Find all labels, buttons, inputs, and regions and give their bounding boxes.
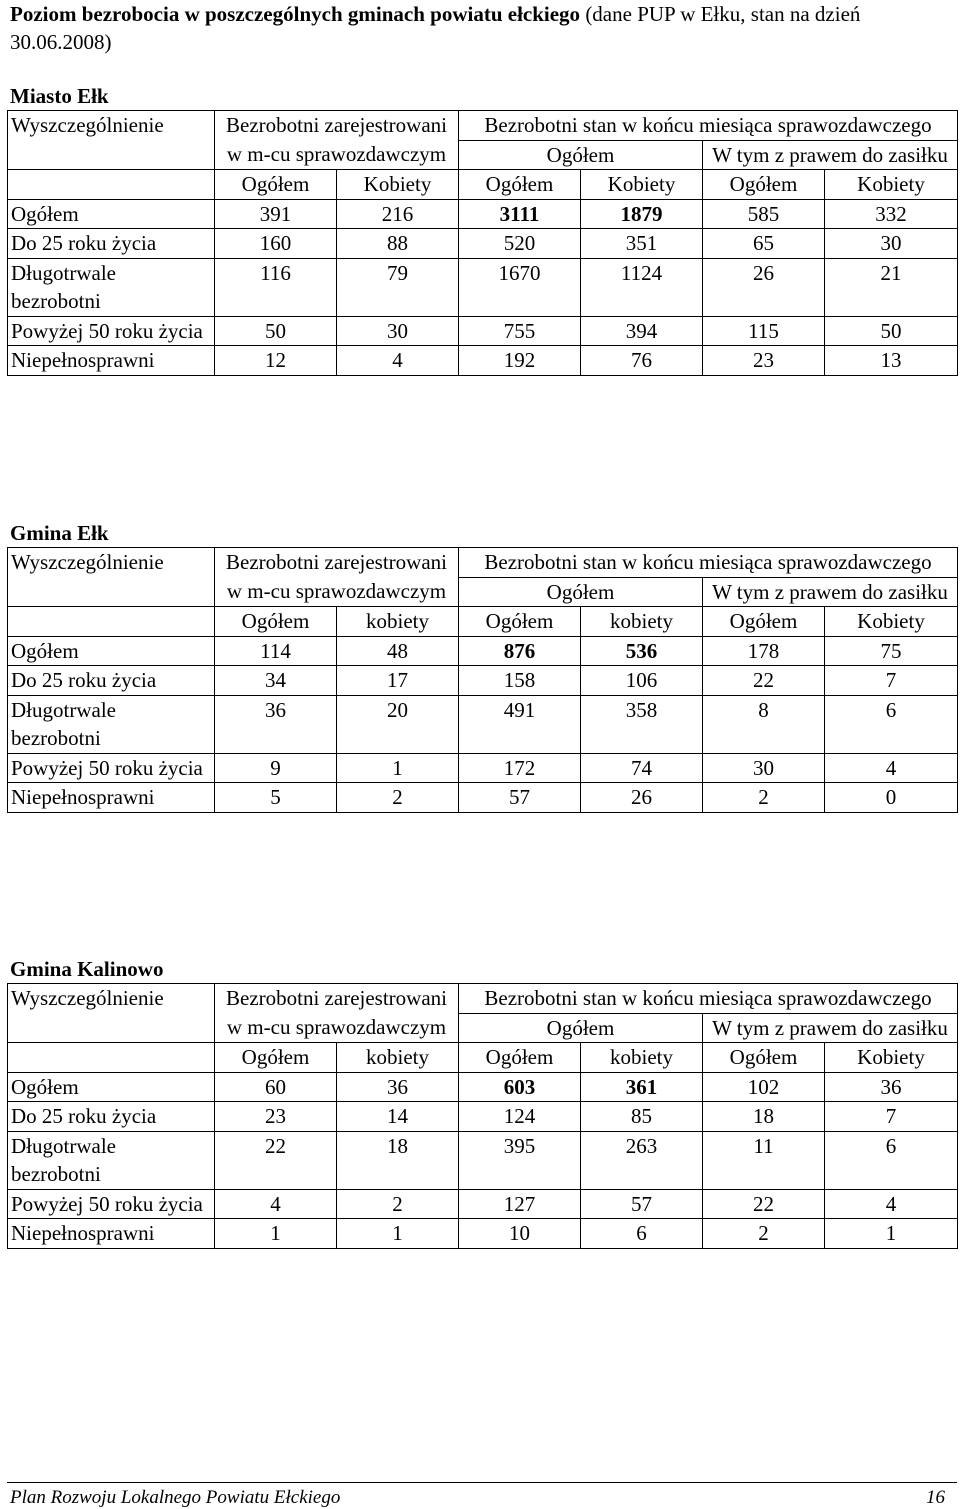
value-cell: 603 <box>459 1072 581 1102</box>
value-cell: 361 <box>581 1072 703 1102</box>
value-cell: 7 <box>825 666 958 696</box>
header-row <box>8 984 958 1014</box>
header-total: Ogółem <box>459 140 703 170</box>
value-cell: 351 <box>581 229 703 259</box>
value-cell: 172 <box>459 753 581 783</box>
value-cell: 263 <box>581 1131 703 1189</box>
value-cell: 18 <box>703 1102 825 1132</box>
footer-divider <box>7 1482 957 1483</box>
row-label: Do 25 roku życia <box>8 229 215 259</box>
value-cell: 7 <box>825 1102 958 1132</box>
subheader-cell: Ogółem <box>703 607 825 637</box>
subheader-cell: Kobiety <box>825 1043 958 1073</box>
value-cell: 115 <box>703 316 825 346</box>
value-cell: 14 <box>337 1102 459 1132</box>
value-cell: 36 <box>825 1072 958 1102</box>
subheader-cell: Kobiety <box>825 607 958 637</box>
subheader-cell: kobiety <box>581 1043 703 1073</box>
header-label: Wyszczególnienie <box>8 111 215 170</box>
value-cell: 536 <box>581 636 703 666</box>
value-cell: 50 <box>215 316 337 346</box>
value-cell: 13 <box>825 346 958 376</box>
value-cell: 34 <box>215 666 337 696</box>
subheader-empty <box>8 170 215 200</box>
value-cell: 36 <box>215 695 337 753</box>
value-cell: 30 <box>337 316 459 346</box>
value-cell: 0 <box>825 783 958 813</box>
value-cell: 75 <box>825 636 958 666</box>
header-total: Ogółem <box>459 577 703 607</box>
value-cell: 74 <box>581 753 703 783</box>
subheader-row <box>8 170 958 200</box>
value-cell: 395 <box>459 1131 581 1189</box>
subheader-cell: Ogółem <box>459 607 581 637</box>
header-label: Wyszczególnienie <box>8 548 215 607</box>
table-row <box>8 1131 958 1189</box>
header-total: Ogółem <box>459 1013 703 1043</box>
header-registered: Bezrobotni zarejestrowani w m-cu sprawozdawczym <box>215 984 459 1043</box>
value-cell: 50 <box>825 316 958 346</box>
subheader-cell: Kobiety <box>825 170 958 200</box>
footer-title: Plan Rozwoju Lokalnego Powiatu Ełckiego <box>10 1487 341 1508</box>
value-cell: 1879 <box>581 199 703 229</box>
value-cell: 127 <box>459 1189 581 1219</box>
row-label: Długotrwale bezrobotni <box>8 695 215 753</box>
subheader-cell: Kobiety <box>581 170 703 200</box>
value-cell: 60 <box>215 1072 337 1102</box>
subheader-empty <box>8 1043 215 1073</box>
row-label: Niepełnosprawni <box>8 1219 215 1249</box>
value-cell: 85 <box>581 1102 703 1132</box>
table-row <box>8 753 958 783</box>
section-title-miasto-elk: Miasto Ełk <box>10 84 109 108</box>
header-benefit: W tym z prawem do zasiłku <box>703 1013 958 1043</box>
value-cell: 332 <box>825 199 958 229</box>
value-cell: 1 <box>825 1219 958 1249</box>
subheader-empty <box>8 607 215 637</box>
value-cell: 2 <box>703 1219 825 1249</box>
value-cell: 1 <box>215 1219 337 1249</box>
value-cell: 8 <box>703 695 825 753</box>
page-number: 16 <box>926 1487 945 1508</box>
value-cell: 26 <box>581 783 703 813</box>
value-cell: 116 <box>215 258 337 316</box>
value-cell: 158 <box>459 666 581 696</box>
value-cell: 10 <box>459 1219 581 1249</box>
table-row <box>8 1219 958 1249</box>
table-gmina-elk <box>7 547 958 813</box>
header-end-of-month: Bezrobotni stan w końcu miesiąca sprawozdawczego <box>459 984 958 1014</box>
subheader-cell: Kobiety <box>337 170 459 200</box>
table-row <box>8 346 958 376</box>
value-cell: 4 <box>825 753 958 783</box>
value-cell: 22 <box>703 1189 825 1219</box>
row-label: Niepełnosprawni <box>8 783 215 813</box>
heading-source: (dane PUP w Ełku, stan na dzień 30.06.2008) <box>10 2 861 54</box>
value-cell: 1670 <box>459 258 581 316</box>
table-row <box>8 783 958 813</box>
section-title-gmina-kalinowo: Gmina Kalinowo <box>10 957 164 981</box>
header-row <box>8 111 958 141</box>
subheader-cell: Ogółem <box>459 170 581 200</box>
row-label: Ogółem <box>8 636 215 666</box>
value-cell: 2 <box>703 783 825 813</box>
table-row <box>8 1102 958 1132</box>
subheader-cell: Ogółem <box>703 1043 825 1073</box>
value-cell: 755 <box>459 316 581 346</box>
subheader-cell: Ogółem <box>459 1043 581 1073</box>
header-end-of-month: Bezrobotni stan w końcu miesiąca sprawozdawczego <box>459 111 958 141</box>
subheader-row <box>8 607 958 637</box>
value-cell: 394 <box>581 316 703 346</box>
value-cell: 88 <box>337 229 459 259</box>
value-cell: 65 <box>703 229 825 259</box>
value-cell: 79 <box>337 258 459 316</box>
row-label: Ogółem <box>8 199 215 229</box>
value-cell: 178 <box>703 636 825 666</box>
value-cell: 358 <box>581 695 703 753</box>
table-row <box>8 666 958 696</box>
value-cell: 192 <box>459 346 581 376</box>
row-label: Długotrwale bezrobotni <box>8 1131 215 1189</box>
table-row <box>8 1189 958 1219</box>
value-cell: 23 <box>703 346 825 376</box>
subheader-cell: kobiety <box>337 607 459 637</box>
value-cell: 76 <box>581 346 703 376</box>
row-label: Powyżej 50 roku życia <box>8 753 215 783</box>
value-cell: 23 <box>215 1102 337 1132</box>
value-cell: 216 <box>337 199 459 229</box>
value-cell: 106 <box>581 666 703 696</box>
section-title-gmina-elk: Gmina Ełk <box>10 521 109 545</box>
value-cell: 26 <box>703 258 825 316</box>
value-cell: 17 <box>337 666 459 696</box>
value-cell: 57 <box>459 783 581 813</box>
heading-bold: Poziom bezrobocia w poszczególnych gminach powiatu ełckiego <box>10 2 581 26</box>
value-cell: 160 <box>215 229 337 259</box>
value-cell: 2 <box>337 783 459 813</box>
value-cell: 5 <box>215 783 337 813</box>
header-registered: Bezrobotni zarejestrowani w m-cu sprawozdawczym <box>215 111 459 170</box>
header-benefit: W tym z prawem do zasiłku <box>703 140 958 170</box>
value-cell: 124 <box>459 1102 581 1132</box>
row-label: Powyżej 50 roku życia <box>8 316 215 346</box>
value-cell: 11 <box>703 1131 825 1189</box>
table-miasto-elk <box>7 110 958 376</box>
value-cell: 18 <box>337 1131 459 1189</box>
value-cell: 1 <box>337 753 459 783</box>
table-gmina-kalinowo <box>7 983 958 1249</box>
value-cell: 1 <box>337 1219 459 1249</box>
subheader-cell: Ogółem <box>215 607 337 637</box>
table-row <box>8 258 958 316</box>
header-row <box>8 548 958 578</box>
value-cell: 102 <box>703 1072 825 1102</box>
value-cell: 1124 <box>581 258 703 316</box>
value-cell: 12 <box>215 346 337 376</box>
header-registered: Bezrobotni zarejestrowani w m-cu sprawozdawczym <box>215 548 459 607</box>
table-row <box>8 695 958 753</box>
value-cell: 36 <box>337 1072 459 1102</box>
value-cell: 22 <box>215 1131 337 1189</box>
row-label: Do 25 roku życia <box>8 666 215 696</box>
value-cell: 21 <box>825 258 958 316</box>
subheader-row <box>8 1043 958 1073</box>
value-cell: 3111 <box>459 199 581 229</box>
row-label: Powyżej 50 roku życia <box>8 1189 215 1219</box>
value-cell: 4 <box>215 1189 337 1219</box>
header-benefit: W tym z prawem do zasiłku <box>703 577 958 607</box>
table-row <box>8 199 958 229</box>
subheader-cell: Ogółem <box>703 170 825 200</box>
value-cell: 2 <box>337 1189 459 1219</box>
table-row <box>8 1072 958 1102</box>
subheader-cell: Ogółem <box>215 170 337 200</box>
row-label: Długotrwale bezrobotni <box>8 258 215 316</box>
table-row <box>8 316 958 346</box>
row-label: Niepełnosprawni <box>8 346 215 376</box>
row-label: Ogółem <box>8 1072 215 1102</box>
value-cell: 48 <box>337 636 459 666</box>
table-row <box>8 229 958 259</box>
subheader-cell: Ogółem <box>215 1043 337 1073</box>
value-cell: 57 <box>581 1189 703 1219</box>
value-cell: 391 <box>215 199 337 229</box>
value-cell: 491 <box>459 695 581 753</box>
value-cell: 6 <box>825 695 958 753</box>
value-cell: 4 <box>825 1189 958 1219</box>
table-row <box>8 636 958 666</box>
value-cell: 520 <box>459 229 581 259</box>
value-cell: 585 <box>703 199 825 229</box>
value-cell: 114 <box>215 636 337 666</box>
header-end-of-month: Bezrobotni stan w końcu miesiąca sprawozdawczego <box>459 548 958 578</box>
value-cell: 6 <box>581 1219 703 1249</box>
document-heading <box>10 0 955 56</box>
row-label: Do 25 roku życia <box>8 1102 215 1132</box>
subheader-cell: kobiety <box>337 1043 459 1073</box>
value-cell: 20 <box>337 695 459 753</box>
header-label: Wyszczególnienie <box>8 984 215 1043</box>
subheader-cell: kobiety <box>581 607 703 637</box>
value-cell: 876 <box>459 636 581 666</box>
value-cell: 9 <box>215 753 337 783</box>
value-cell: 6 <box>825 1131 958 1189</box>
value-cell: 30 <box>703 753 825 783</box>
value-cell: 4 <box>337 346 459 376</box>
value-cell: 30 <box>825 229 958 259</box>
value-cell: 22 <box>703 666 825 696</box>
